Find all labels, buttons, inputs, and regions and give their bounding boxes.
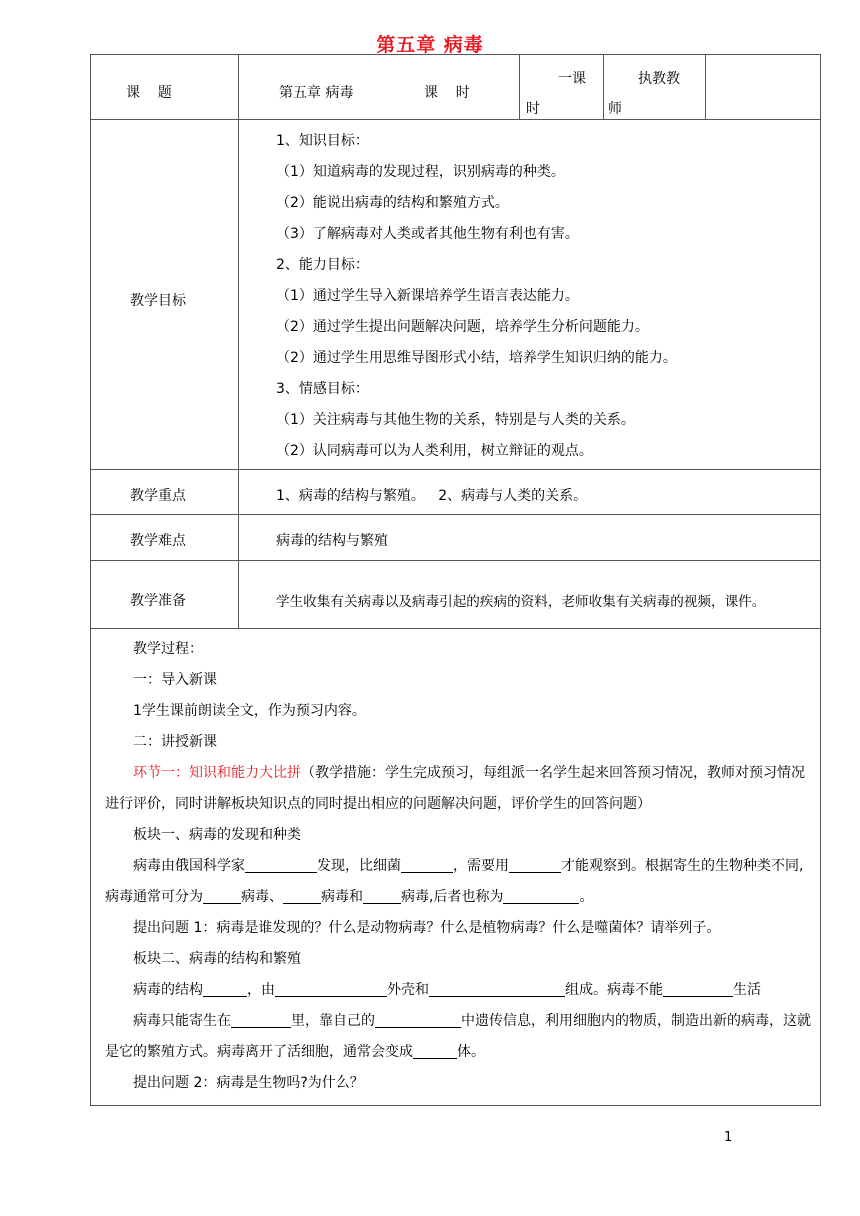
difficulties-value: 病毒的结构与繁殖: [276, 533, 388, 549]
row-divider: [90, 560, 821, 561]
teacher-label-bottom: 师: [608, 101, 622, 117]
row-divider: [90, 628, 821, 629]
process-block2: 板块二、病毒的结构和繁殖: [133, 951, 301, 967]
row-divider: [90, 119, 821, 120]
answer-blank[interactable]: [363, 887, 401, 904]
column-divider: [705, 54, 706, 119]
preparation-value: 学生收集有关病毒以及病毒引起的疾病的资料，老师收集有关病毒的视频，课件。: [276, 594, 766, 610]
objective-line: 3、情感目标：: [276, 381, 369, 397]
objective-line: （1）知道病毒的发现过程，识别病毒的种类。: [276, 164, 565, 180]
period-label: 课 时: [424, 85, 470, 101]
column-divider: [238, 54, 239, 628]
objectives-label: 教学目标: [130, 293, 186, 309]
answer-blank[interactable]: [503, 887, 579, 904]
objective-line: （3）了解病毒对人类或者其他生物有利也有害。: [276, 226, 579, 242]
key-points-value: 1、病毒的结构与繁殖。 2、病毒与人类的关系。: [276, 488, 588, 504]
teacher-label-top: 执教教: [638, 71, 680, 87]
objectives-list: [276, 126, 677, 467]
answer-blank[interactable]: [231, 1011, 291, 1028]
answer-blank[interactable]: [509, 856, 561, 873]
column-divider: [519, 54, 520, 119]
answer-blank[interactable]: [413, 1042, 457, 1059]
objective-line: （2）认同病毒可以为人类利用，树立辩证的观点。: [276, 443, 593, 459]
period-value-top: 一课: [558, 71, 586, 87]
process-question1: 提出问题 1：病毒是谁发现的？什么是动物病毒？什么是植物病毒？什么是噬菌体？请举列子。: [133, 920, 721, 936]
objective-line: （1）关注病毒与其他生物的关系，特别是与人类的关系。: [276, 412, 635, 428]
answer-blank[interactable]: [375, 1011, 461, 1028]
topic-value: 第五章 病毒: [279, 85, 354, 101]
row-divider: [90, 514, 821, 515]
period-value-bottom: 时: [526, 101, 540, 117]
fill-in-paragraph-2: 病毒的结构 ，由 外壳和 组成。病毒不能 生活: [133, 982, 761, 998]
answer-blank[interactable]: [245, 856, 317, 873]
page-number: 1: [724, 1130, 733, 1145]
process-part2: 二：讲授新课: [133, 734, 217, 750]
answer-blank[interactable]: [275, 980, 387, 997]
process-part1: 一：导入新课: [133, 672, 217, 688]
topic-label: 课 题: [126, 85, 172, 101]
answer-blank[interactable]: [663, 980, 733, 997]
answer-blank[interactable]: [283, 887, 321, 904]
process-part1-item: 1学生课前朗读全文，作为预习内容。: [133, 703, 366, 719]
page-title: 第五章 病毒: [376, 34, 484, 56]
objective-line: （2）能说出病毒的结构和繁殖方式。: [276, 195, 509, 211]
objective-line: 1、知识目标：: [276, 133, 369, 149]
column-divider: [603, 54, 604, 119]
teaching-process: [105, 634, 817, 1099]
link1-description: （教学措施：学生完成预习，每组派一名学生起来回答预习情况，教师对预习情况进行评价，同时讲解板块知识点的同时提出相应的问题解决问题，评价学生的回答问题）: [105, 765, 805, 812]
answer-blank[interactable]: [401, 856, 453, 873]
objective-line: （2）通过学生提出问题解决问题，培养学生分析问题能力。: [276, 319, 649, 335]
answer-blank[interactable]: [203, 887, 241, 904]
link1-title: 环节一：知识和能力大比拼: [133, 765, 301, 781]
answer-blank[interactable]: [429, 980, 565, 997]
preparation-label: 教学准备: [130, 593, 186, 609]
objective-line: 2、能力目标：: [276, 257, 369, 273]
objective-line: （2）通过学生用思维导图形式小结，培养学生知识归纳的能力。: [276, 350, 677, 366]
objective-line: （1）通过学生导入新课培养学生语言表达能力。: [276, 288, 579, 304]
process-heading: 教学过程：: [133, 641, 203, 657]
answer-blank[interactable]: [203, 980, 247, 997]
row-divider: [90, 469, 821, 470]
process-link1: [105, 758, 817, 820]
fill-in-paragraph-3: 病毒只能寄生在 里，靠自己的 中遗传信息，利用细胞内的物质，制造出新的病毒，这就是它的繁殖方式。病毒离开了活细胞，通常会变成 体。: [105, 1013, 811, 1060]
process-block1: 板块一、病毒的发现和种类: [133, 827, 301, 843]
difficulties-label: 教学难点: [130, 533, 186, 549]
fill-in-paragraph-1: 病毒由俄国科学家 发现，比细菌 ，需要用 才能观察到。根据寄生的生物种类不同,病毒通常可分为 病毒、 病毒和 病毒,后者也称为 。: [105, 858, 804, 905]
process-question2: 提出问题 2：病毒是生物吗?为什么？: [133, 1075, 364, 1091]
key-points-label: 教学重点: [130, 488, 186, 504]
